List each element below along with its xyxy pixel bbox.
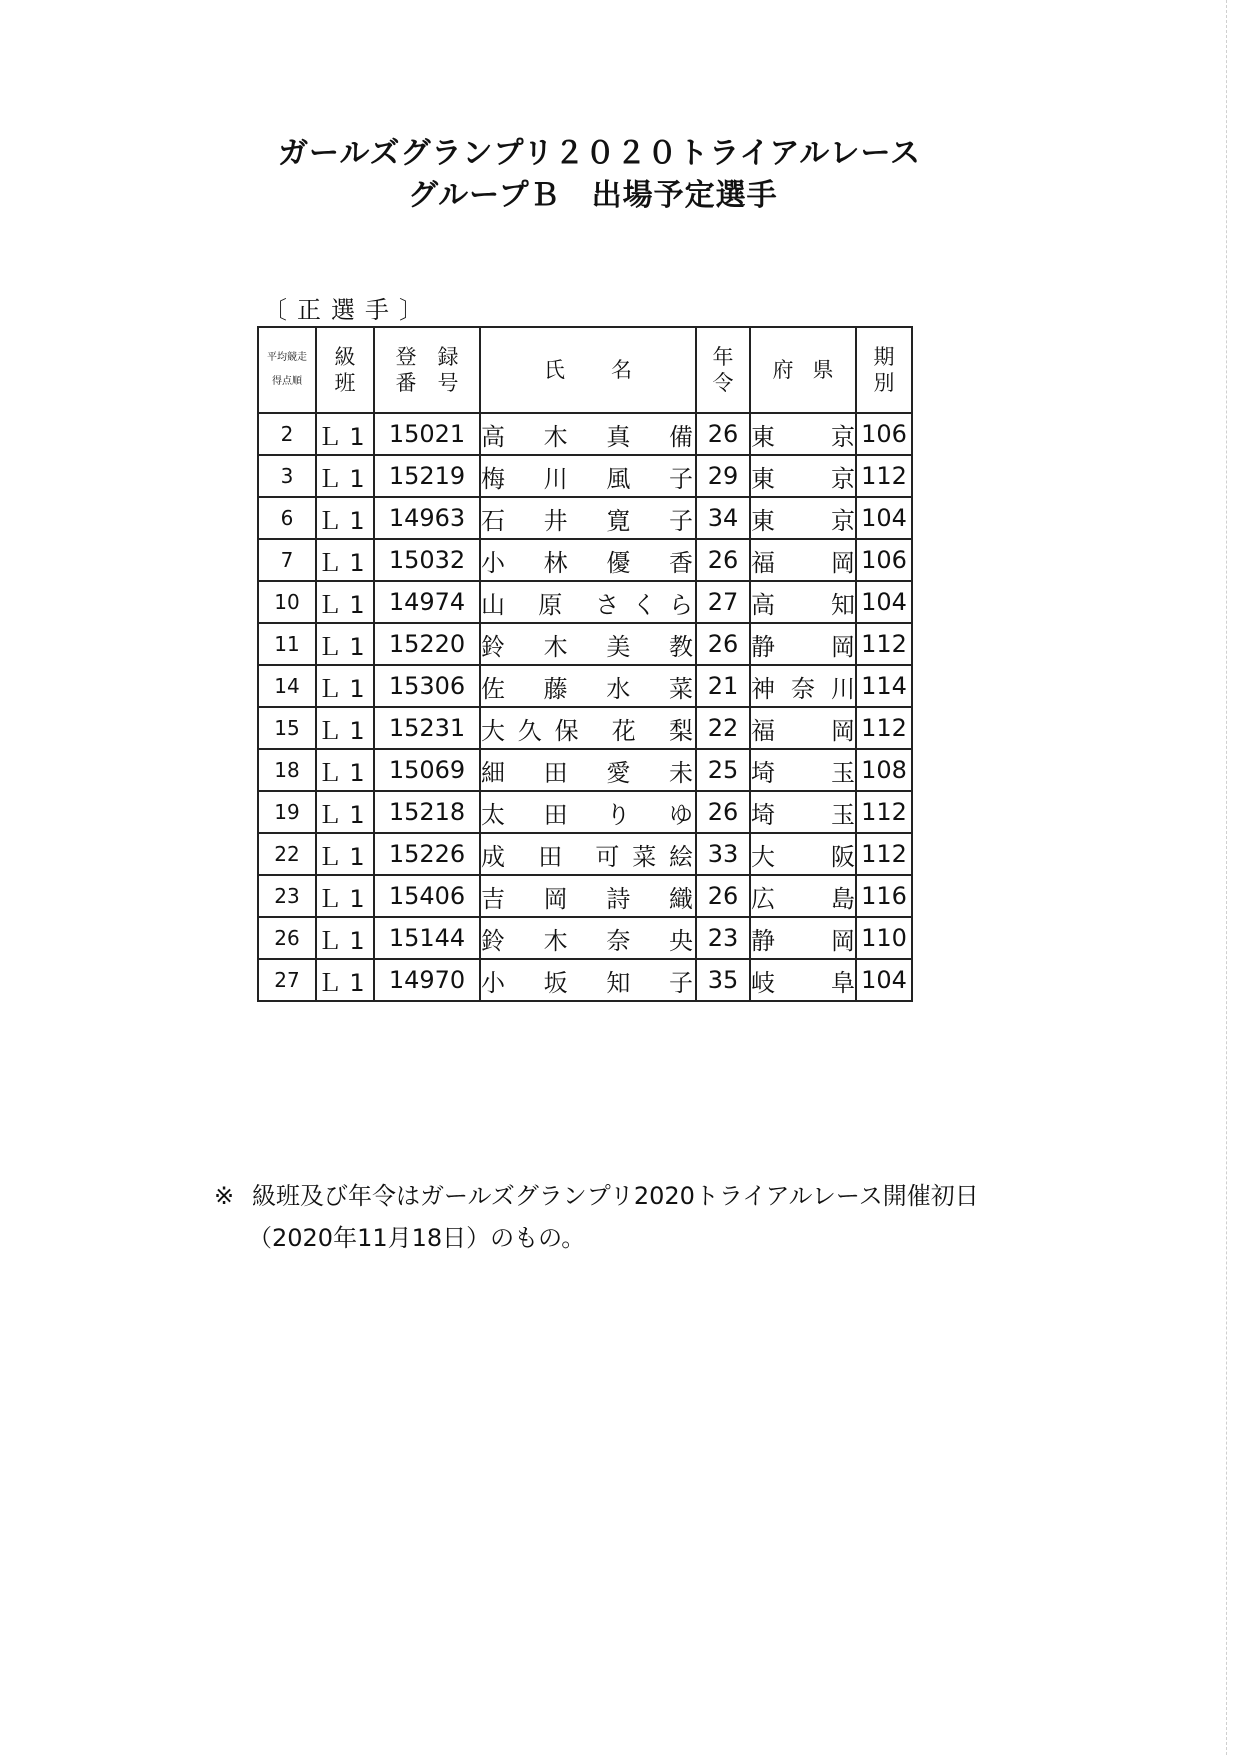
footnote-line-2: （2020年11月18日）のもの。 [248,1224,586,1252]
cell-registration: 14963 [374,497,480,539]
cell-registration: 15231 [374,707,480,749]
header-rank-line1: 平均競走 [267,352,307,363]
header-term-line1: 期 [873,344,895,369]
cell-rank: 26 [258,917,316,959]
table-row [258,665,912,707]
header-name-part2: 名 [611,357,632,382]
cell-prefecture: 岐 阜 [750,959,856,1001]
cell-age: 26 [696,413,750,455]
table-header-row [258,327,912,413]
table-row [258,581,912,623]
cell-class: Ｌ1 [316,497,374,539]
cell-rank: 27 [258,959,316,1001]
cell-name: 石 井 寛 子 [480,497,696,539]
header-class [316,327,374,413]
cell-term: 104 [856,959,912,1001]
table-row [258,833,912,875]
cell-term: 112 [856,791,912,833]
header-rank [258,327,316,413]
footnote-mark: ※ [214,1182,235,1210]
cell-age: 22 [696,707,750,749]
cell-prefecture: 東 京 [750,497,856,539]
cell-age: 26 [696,623,750,665]
table-row [258,707,912,749]
cell-rank: 10 [258,581,316,623]
cell-rank: 18 [258,749,316,791]
header-class-line2: 班 [334,371,356,395]
table-row [258,749,912,791]
cell-rank: 14 [258,665,316,707]
cell-age: 35 [696,959,750,1001]
cell-age: 29 [696,455,750,497]
cell-registration: 15032 [374,539,480,581]
table-row [258,455,912,497]
cell-age: 26 [696,791,750,833]
cell-term: 104 [856,497,912,539]
cell-prefecture: 埼 玉 [750,791,856,833]
cell-prefecture: 広 島 [750,875,856,917]
cell-registration: 15021 [374,413,480,455]
cell-name: 佐 藤 水 菜 [480,665,696,707]
header-term [856,327,912,413]
cell-rank: 3 [258,455,316,497]
cell-name: 梅 川 風 子 [480,455,696,497]
header-prefecture [750,327,856,413]
roster-table [257,326,913,1002]
cell-class: Ｌ1 [316,917,374,959]
header-registration [374,327,480,413]
cell-prefecture: 福 岡 [750,539,856,581]
cell-age: 26 [696,875,750,917]
header-age-line2: 令 [712,371,734,395]
cell-class: Ｌ1 [316,707,374,749]
table-row [258,539,912,581]
cell-prefecture: 静 岡 [750,623,856,665]
table-row [258,959,912,1001]
title-line-2: グループＢ 出場予定選手 [408,178,778,213]
cell-class: Ｌ1 [316,833,374,875]
cell-class: Ｌ1 [316,623,374,665]
roster-body [258,413,912,1001]
cell-age: 23 [696,917,750,959]
cell-term: 112 [856,707,912,749]
header-name-part1: 氏 [544,357,565,382]
cell-prefecture: 東 京 [750,455,856,497]
cell-age: 34 [696,497,750,539]
table-row [258,413,912,455]
table-row [258,497,912,539]
cell-rank: 15 [258,707,316,749]
header-pref-part2: 県 [812,357,834,382]
cell-class: Ｌ1 [316,581,374,623]
cell-registration: 15218 [374,791,480,833]
footnote-text-1: 級班及び年令はガールズグランプリ2020トライアルレース開催初日 [252,1182,979,1210]
cell-rank: 22 [258,833,316,875]
footnote-line-1 [214,1176,979,1211]
cell-term: 110 [856,917,912,959]
cell-name: 山 原 さくら [480,581,696,623]
cell-name: 鈴 木 奈 央 [480,917,696,959]
cell-prefecture: 福 岡 [750,707,856,749]
cell-age: 33 [696,833,750,875]
header-reg-line1: 登 録 [395,344,459,369]
cell-name: 太 田 り ゆ [480,791,696,833]
header-name [480,327,696,413]
cell-class: Ｌ1 [316,665,374,707]
cell-name: 小 林 優 香 [480,539,696,581]
title-line-1: ガールズグランプリ２０２０トライアルレース [278,136,922,171]
cell-registration: 14974 [374,581,480,623]
cell-rank: 11 [258,623,316,665]
cell-term: 106 [856,413,912,455]
cell-prefecture: 静 岡 [750,917,856,959]
cell-class: Ｌ1 [316,539,374,581]
cell-registration: 15406 [374,875,480,917]
table-row [258,623,912,665]
cell-name: 吉 岡 詩 織 [480,875,696,917]
cell-name: 成 田 可菜絵 [480,833,696,875]
cell-class: Ｌ1 [316,959,374,1001]
cell-registration: 15219 [374,455,480,497]
header-pref-part1: 府 [772,357,794,382]
header-term-line2: 別 [873,371,895,395]
cell-registration: 15306 [374,665,480,707]
cell-rank: 7 [258,539,316,581]
cell-prefecture: 神奈川 [750,665,856,707]
cell-registration: 14970 [374,959,480,1001]
cell-term: 112 [856,833,912,875]
cell-term: 104 [856,581,912,623]
header-rank-line2: 得点順 [272,376,302,387]
cell-prefecture: 高 知 [750,581,856,623]
cell-prefecture: 大 阪 [750,833,856,875]
cell-class: Ｌ1 [316,875,374,917]
cell-name: 鈴 木 美 教 [480,623,696,665]
cell-rank: 19 [258,791,316,833]
cell-term: 114 [856,665,912,707]
cell-class: Ｌ1 [316,455,374,497]
cell-registration: 15220 [374,623,480,665]
cell-age: 21 [696,665,750,707]
cell-registration: 15226 [374,833,480,875]
cell-term: 106 [856,539,912,581]
cell-registration: 15144 [374,917,480,959]
table-row [258,791,912,833]
scan-edge-line [1226,0,1227,1755]
cell-class: Ｌ1 [316,749,374,791]
cell-class: Ｌ1 [316,413,374,455]
cell-name: 細 田 愛 未 [480,749,696,791]
cell-age: 25 [696,749,750,791]
section-label: 〔正選手〕 [263,296,433,324]
cell-class: Ｌ1 [316,791,374,833]
cell-age: 27 [696,581,750,623]
header-age [696,327,750,413]
cell-registration: 15069 [374,749,480,791]
cell-term: 108 [856,749,912,791]
cell-term: 116 [856,875,912,917]
cell-rank: 23 [258,875,316,917]
header-age-line1: 年 [712,344,734,369]
header-class-line1: 級 [334,344,356,369]
table-row [258,875,912,917]
table-row [258,917,912,959]
cell-prefecture: 東 京 [750,413,856,455]
cell-term: 112 [856,455,912,497]
cell-age: 26 [696,539,750,581]
cell-prefecture: 埼 玉 [750,749,856,791]
cell-name: 大久保 花 梨 [480,707,696,749]
cell-term: 112 [856,623,912,665]
cell-rank: 2 [258,413,316,455]
cell-name: 小 坂 知 子 [480,959,696,1001]
cell-rank: 6 [258,497,316,539]
header-reg-line2: 番 号 [395,371,459,395]
cell-name: 高 木 真 備 [480,413,696,455]
